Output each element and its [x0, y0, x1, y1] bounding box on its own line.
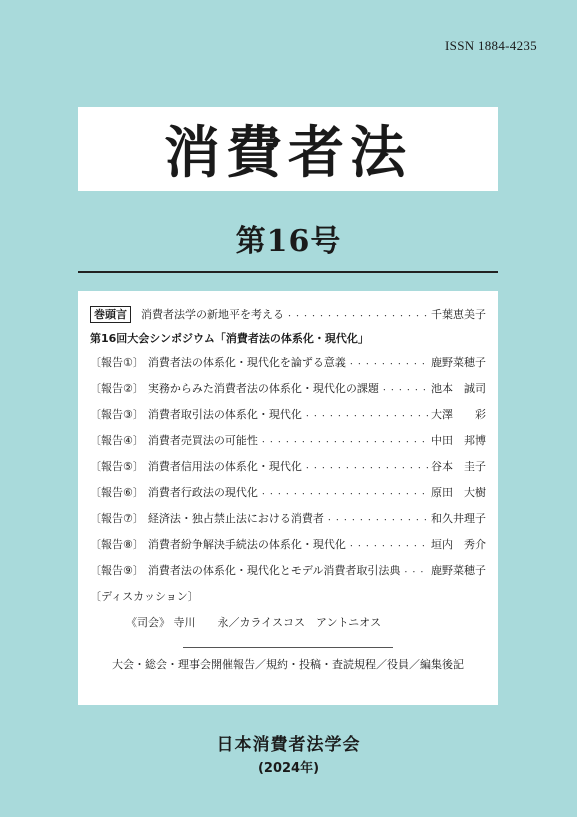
report-author: 原田 大樹	[431, 486, 486, 499]
report-title: 消費者売買法の可能性	[147, 434, 258, 447]
symposium-heading: 第16回大会シンポジウム「消費者法の体系化・現代化」	[90, 332, 369, 345]
toc-report-row	[90, 479, 486, 505]
toc-report-row	[90, 427, 486, 453]
publisher-name: 日本消費者法学会	[216, 735, 361, 755]
divider-rule	[78, 271, 498, 273]
table-of-contents	[78, 291, 498, 705]
toc-report-row	[90, 557, 486, 583]
preface-tag: 巻頭言	[90, 306, 131, 323]
report-tag: 〔報告⑤〕	[90, 460, 144, 473]
toc-report-row	[90, 349, 486, 375]
toc-report-row	[90, 505, 486, 531]
report-title: 消費者取引法の体系化・現代化	[147, 408, 302, 421]
report-author: 鹿野菜穂子	[431, 356, 486, 369]
dot-leader	[326, 512, 429, 525]
footer-separator	[183, 647, 393, 648]
report-title: 実務からみた消費者法の体系化・現代化の課題	[147, 382, 379, 395]
report-author: 和久井理子	[431, 512, 486, 525]
report-tag: 〔報告②〕	[90, 382, 144, 395]
report-author: 中田 邦博	[431, 434, 486, 447]
issue-number: 第16号	[235, 224, 342, 259]
toc-preface	[90, 301, 486, 327]
report-tag: 〔報告⑨〕	[90, 564, 144, 577]
report-tag: 〔報告③〕	[90, 408, 144, 421]
journal-title: 消費者法	[164, 120, 412, 186]
issn-number: ISSN 1884-4235	[445, 38, 537, 53]
report-tag: 〔報告⑦〕	[90, 512, 144, 525]
preface-title: 消費者法学の新地平を考える	[141, 307, 284, 321]
dot-leader	[286, 308, 429, 321]
toc-footer: 大会・総会・理事会開催報告／規約・投稿・査読規程／役員／編集後記	[112, 658, 464, 671]
dot-leader	[402, 564, 429, 577]
dot-leader	[260, 434, 429, 447]
moderator-line: 《司会》 寺川 永／カライスコス アントニオス	[126, 616, 382, 629]
publication-year: (2024年)	[257, 761, 320, 776]
toc-report-row	[90, 531, 486, 557]
title-box	[78, 107, 498, 191]
dot-leader	[304, 460, 429, 473]
dot-leader	[260, 486, 429, 499]
report-author: 鹿野菜穂子	[431, 564, 486, 577]
report-tag: 〔報告④〕	[90, 434, 144, 447]
report-title: 消費者法の体系化・現代化を論ずる意義	[147, 356, 346, 369]
report-author: 大澤 彩	[431, 408, 486, 421]
report-title: 消費者紛争解決手続法の体系化・現代化	[147, 538, 346, 551]
report-list	[90, 349, 486, 583]
report-tag: 〔報告①〕	[90, 356, 144, 369]
toc-report-row	[90, 401, 486, 427]
dot-leader	[381, 382, 429, 395]
dot-leader	[304, 408, 429, 421]
dot-leader	[348, 356, 429, 369]
report-tag: 〔報告⑥〕	[90, 486, 144, 499]
dot-leader	[348, 538, 429, 551]
toc-report-row	[90, 375, 486, 401]
report-title: 経済法・独占禁止法における消費者	[147, 512, 324, 525]
preface-author: 千葉恵美子	[431, 308, 486, 321]
report-title: 消費者信用法の体系化・現代化	[147, 460, 302, 473]
toc-report-row	[90, 453, 486, 479]
report-title: 消費者行政法の現代化	[147, 486, 258, 499]
discussion-heading: 〔ディスカッション〕	[90, 590, 199, 603]
report-title: 消費者法の体系化・現代化とモデル消費者取引法典	[147, 564, 401, 577]
report-author: 池本 誠司	[431, 382, 486, 395]
report-author: 谷本 圭子	[431, 460, 486, 473]
report-author: 垣内 秀介	[431, 538, 486, 551]
report-tag: 〔報告⑧〕	[90, 538, 144, 551]
